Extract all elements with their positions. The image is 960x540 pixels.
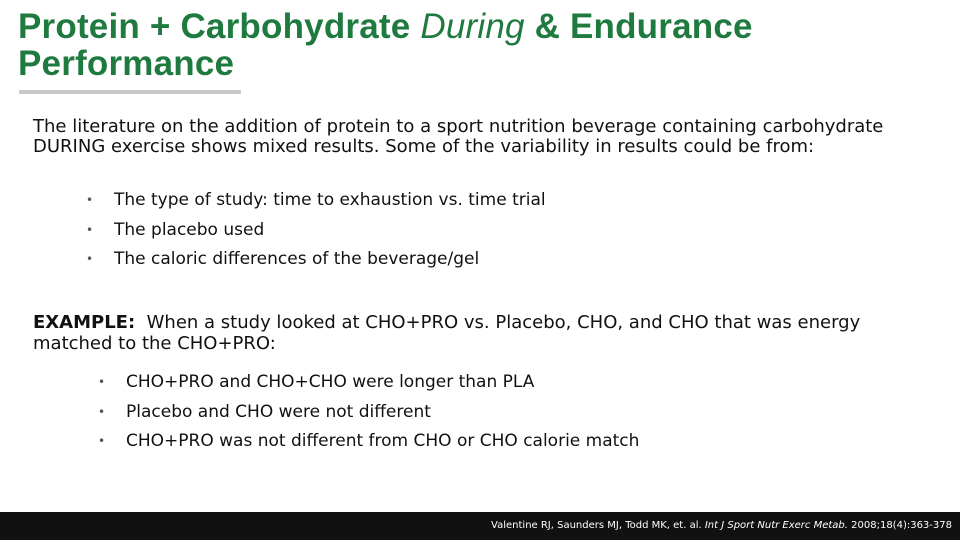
- list-item-text: The placebo used: [114, 219, 265, 240]
- title-underline-rule: [19, 90, 241, 94]
- bullet-icon: •: [98, 375, 106, 389]
- example-lead: EXAMPLE:: [33, 312, 136, 333]
- example-paragraph: [33, 312, 913, 354]
- footer-bar: [0, 512, 960, 540]
- example-text: When a study looked at CHO+PRO vs. Placebo, CHO, and CHO that was energy matched to the CHO+PRO:: [33, 312, 866, 354]
- list-item-text: The type of study: time to exhaustion vs. time trial: [114, 190, 546, 210]
- citation: [491, 519, 952, 533]
- bullet-icon: •: [86, 193, 94, 207]
- citation-authors: Valentine RJ, Saunders MJ, Todd MK, et. al.: [491, 520, 705, 531]
- intro-paragraph: The literature on the addition of protein to a sport nutrition beverage containing carbohydrate DURING exercise shows mixed results. Some of the variability in results could be from:: [33, 116, 884, 157]
- slide-title: [18, 8, 938, 82]
- title-emphasis: During: [420, 7, 525, 46]
- bullet-icon: •: [86, 252, 94, 266]
- title-part2: & Endurance Performance: [18, 7, 753, 83]
- bullet-icon: •: [98, 404, 106, 419]
- list-item-text: The caloric differences of the beverage/gel: [114, 249, 480, 269]
- list-item-text: Placebo and CHO were not different: [126, 401, 431, 422]
- citation-journal: Int J Sport Nutr Exerc Metab.: [704, 520, 848, 531]
- citation-details: 2008;18(4):363-378: [847, 520, 952, 531]
- bullet-icon: •: [86, 222, 94, 237]
- list-item-text: CHO+PRO and CHO+CHO were longer than PLA: [126, 372, 535, 392]
- title-part1: Protein + Carbohydrate: [18, 7, 421, 46]
- list-item-text: CHO+PRO was not different from CHO or CHO calorie match: [126, 431, 640, 451]
- bullet-icon: •: [98, 434, 106, 448]
